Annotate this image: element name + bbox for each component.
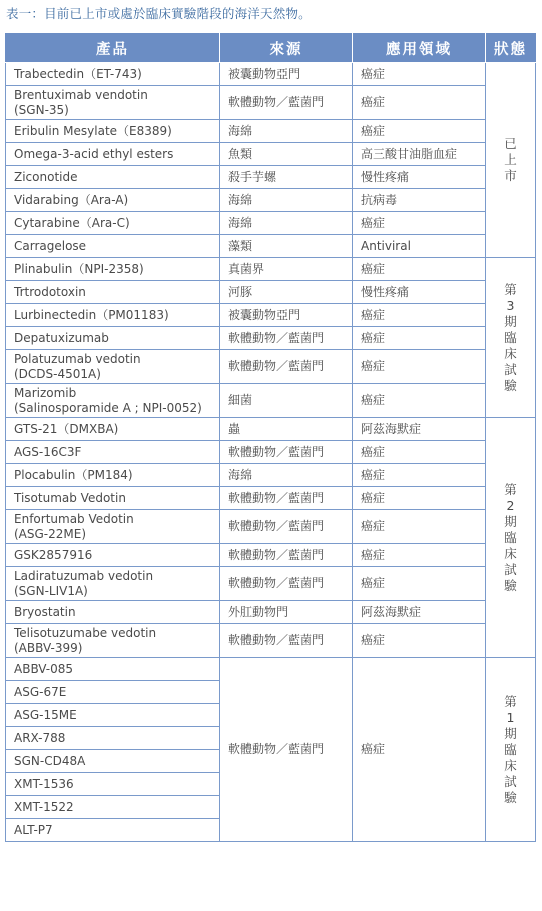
field-cell: 癌症	[353, 464, 486, 487]
table-row	[6, 624, 536, 658]
status-label: 第2期臨床試驗	[504, 481, 517, 593]
field-cell: 癌症	[353, 212, 486, 235]
field-cell: 癌症	[353, 350, 486, 384]
field-cell: 癌症	[353, 86, 486, 120]
header-status: 狀態	[486, 34, 536, 63]
table-row	[6, 304, 536, 327]
table-row	[6, 601, 536, 624]
field-cell: 癌症	[353, 120, 486, 143]
product-cell: Plocabulin（PM184)	[6, 464, 220, 487]
table-row	[6, 281, 536, 304]
header-field: 應用領域	[353, 34, 486, 63]
table-row	[6, 86, 536, 120]
field-cell: 高三酸甘油脂血症	[353, 143, 486, 166]
product-cell: ABBV-085	[6, 658, 220, 681]
table-row	[6, 658, 536, 681]
product-cell: Trabectedin（ET-743)	[6, 63, 220, 86]
field-cell: 阿茲海默症	[353, 601, 486, 624]
product-cell: ASG-67E	[6, 681, 220, 704]
field-cell: 癌症	[353, 258, 486, 281]
status-label: 第1期臨床試驗	[504, 693, 517, 805]
source-cell: 軟體動物／藍菌門	[220, 86, 353, 120]
source-cell: 軟體動物／藍菌門	[220, 544, 353, 567]
product-cell: XMT-1536	[6, 773, 220, 796]
table-row	[6, 441, 536, 464]
field-cell: 癌症	[353, 304, 486, 327]
table-row	[6, 464, 536, 487]
field-cell: Antiviral	[353, 235, 486, 258]
table-row	[6, 350, 536, 384]
source-cell: 海綿	[220, 464, 353, 487]
product-cell: SGN-CD48A	[6, 750, 220, 773]
source-cell: 軟體動物／藍菌門	[220, 441, 353, 464]
header-row	[6, 34, 536, 63]
product-cell: AGS-16C3F	[6, 441, 220, 464]
product-cell: Omega-3-acid ethyl esters	[6, 143, 220, 166]
field-cell: 癌症	[353, 63, 486, 86]
status-group-phase2	[486, 418, 536, 658]
source-cell: 被囊動物亞門	[220, 63, 353, 86]
table-row	[6, 384, 536, 418]
product-cell: ALT-P7	[6, 819, 220, 842]
product-cell: Tisotumab Vedotin	[6, 487, 220, 510]
product-cell: Brentuximab vendotin (SGN-35)	[6, 86, 220, 120]
product-cell: Trtrodotoxin	[6, 281, 220, 304]
status-label: 第3期臨床試驗	[504, 281, 517, 393]
table-row	[6, 189, 536, 212]
table-row	[6, 487, 536, 510]
table-row	[6, 258, 536, 281]
field-cell: 慢性疼痛	[353, 166, 486, 189]
table-row	[6, 510, 536, 544]
status-label: 已上市	[504, 136, 517, 183]
product-cell: Ziconotide	[6, 166, 220, 189]
field-cell: 癌症	[353, 510, 486, 544]
field-cell: 癌症	[353, 544, 486, 567]
product-cell: GSK2857916	[6, 544, 220, 567]
product-cell: Ladiratuzumab vedotin (SGN-LIV1A)	[6, 567, 220, 601]
source-cell: 河豚	[220, 281, 353, 304]
source-cell-shared: 軟體動物／藍菌門	[220, 658, 353, 842]
source-cell: 軟體動物／藍菌門	[220, 350, 353, 384]
table-row	[6, 212, 536, 235]
field-cell-shared: 癌症	[353, 658, 486, 842]
product-cell: Plinabulin（NPI-2358)	[6, 258, 220, 281]
source-cell: 海綿	[220, 189, 353, 212]
product-cell: GTS-21（DMXBA)	[6, 418, 220, 441]
table-row	[6, 166, 536, 189]
product-cell: Bryostatin	[6, 601, 220, 624]
field-cell: 癌症	[353, 487, 486, 510]
source-cell: 外肛動物門	[220, 601, 353, 624]
source-cell: 殺手芋螺	[220, 166, 353, 189]
product-cell: Enfortumab Vedotin (ASG-22ME)	[6, 510, 220, 544]
table-row	[6, 143, 536, 166]
product-cell: ASG-15ME	[6, 704, 220, 727]
product-cell: Polatuzumab vedotin (DCDS-4501A)	[6, 350, 220, 384]
product-cell: Telisotuzumabe vedotin (ABBV-399)	[6, 624, 220, 658]
status-group-phase3	[486, 258, 536, 418]
source-cell: 蟲	[220, 418, 353, 441]
header-product: 產品	[6, 34, 220, 63]
field-cell: 阿茲海默症	[353, 418, 486, 441]
field-cell: 抗病毒	[353, 189, 486, 212]
table-row	[6, 544, 536, 567]
table-row	[6, 63, 536, 86]
status-group-phase1	[486, 658, 536, 842]
product-cell: Vidarabing（Ara-A)	[6, 189, 220, 212]
table-caption: 表一：目前已上市或處於臨床實驗階段的海洋天然物。	[6, 6, 311, 21]
field-cell: 癌症	[353, 327, 486, 350]
product-cell: ARX-788	[6, 727, 220, 750]
product-cell: Cytarabine（Ara-C)	[6, 212, 220, 235]
table-row	[6, 235, 536, 258]
source-cell: 軟體動物／藍菌門	[220, 510, 353, 544]
table-row	[6, 327, 536, 350]
source-cell: 被囊動物亞門	[220, 304, 353, 327]
table-row	[6, 567, 536, 601]
product-cell: Marizomib (Salinosporamide A ; NPI-0052)	[6, 384, 220, 418]
field-cell: 癌症	[353, 384, 486, 418]
source-cell: 海綿	[220, 120, 353, 143]
table-row	[6, 418, 536, 441]
source-cell: 軟體動物／藍菌門	[220, 487, 353, 510]
product-cell: Lurbinectedin（PM01183)	[6, 304, 220, 327]
field-cell: 癌症	[353, 567, 486, 601]
source-cell: 魚類	[220, 143, 353, 166]
source-cell: 真菌界	[220, 258, 353, 281]
status-group-marketed	[486, 63, 536, 258]
source-cell: 海綿	[220, 212, 353, 235]
product-cell: Carragelose	[6, 235, 220, 258]
header-source: 來源	[220, 34, 353, 63]
field-cell: 癌症	[353, 624, 486, 658]
product-cell: Eribulin Mesylate（E8389)	[6, 120, 220, 143]
field-cell: 癌症	[353, 441, 486, 464]
field-cell: 慢性疼痛	[353, 281, 486, 304]
product-cell: Depatuxizumab	[6, 327, 220, 350]
source-cell: 細菌	[220, 384, 353, 418]
source-cell: 軟體動物／藍菌門	[220, 327, 353, 350]
source-cell: 軟體動物／藍菌門	[220, 567, 353, 601]
marine-products-table	[5, 33, 536, 842]
product-cell: XMT-1522	[6, 796, 220, 819]
table-row	[6, 120, 536, 143]
source-cell: 藻類	[220, 235, 353, 258]
source-cell: 軟體動物／藍菌門	[220, 624, 353, 658]
